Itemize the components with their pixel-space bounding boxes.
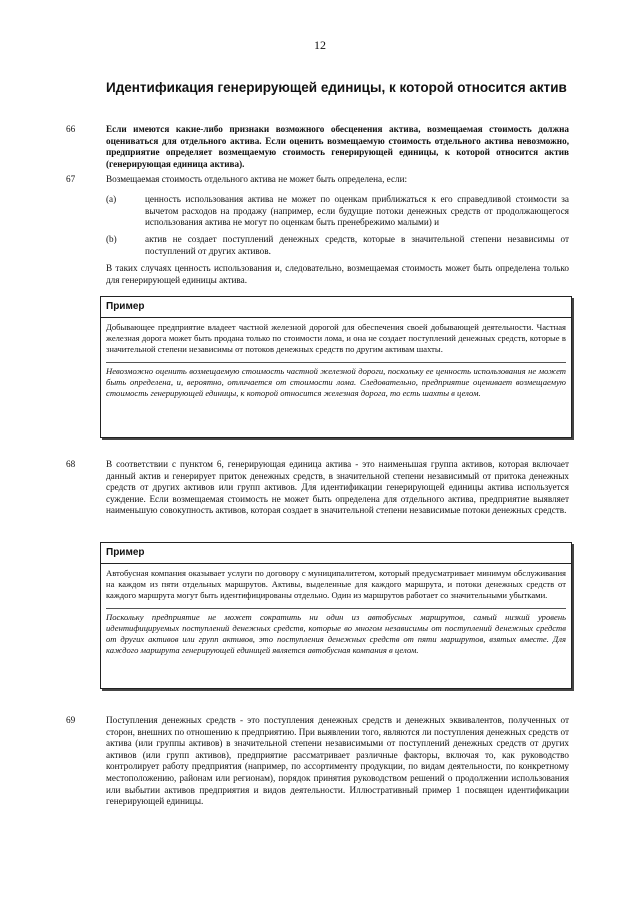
paragraph-66: Если имеются какие-либо признаки возможного обесценения актива, возмещаемая стоимость должна оцениваться для отдельного актива. Если оценить возмещаемую стоимость отдельного актива невозможно, предприятие определяет возмещаемую стоимость генерирующей единицы, к которой относится актив (генерирующая единица актива).: [106, 124, 569, 169]
list-item-a: ценность использования актива не может по оценкам приближаться к его справедливой стоимости за вычетом расходов на продажу (например, если будущие потоки денежных средств от продолжающегося использования актива не могут по оценкам быть пренебрежимо малыми) и: [145, 194, 569, 228]
example-box-railway: [100, 296, 572, 438]
paragraph-68: В соответствии с пунктом 6, генерирующая единица актива - это наименьшая группа активов, которая включает данный актив и генерирует приток денежных средств, в значительной степени независимый от притока денежных средств от других активов или групп активов. Для идентификации генерирующей единицы актива используется суждение. Если возмещаемая стоимость не может быть определена для отдельного актива, предприятие выявляет наименьшую совокупность активов, которая создает в значительной степени независимые потоки денежных средств.: [106, 459, 569, 516]
divider: [106, 608, 566, 609]
example-box-title: Пример: [101, 543, 571, 564]
example-conclusion: Поскольку предприятие не может сократить ни один из автобусных маршрутов, самый низкий уровень идентифицируемых поступлений денежных средств, которые во многом независимы от поступлений денежных средств от других активов или групп активов, это поступления денежных средств от пяти маршрутов, взятых вместе. Для каждого маршрута генерирующей единицей является автобусная компания в целом.: [106, 611, 566, 656]
paragraph-number-67: 67: [66, 174, 76, 184]
list-label-b: (b): [106, 234, 117, 244]
list-label-a: (a): [106, 194, 117, 204]
paragraph-69: Поступления денежных средств - это поступления денежных средств и денежных эквивалентов, полученных от сторон, внешних по отношению к предприятию. При выявлении того, являются ли поступления денежных средств от актива (или группы активов) в значительной степени независимыми от поступлений денежных средств от других активов (или групп активов), предприятие рассматривает различные факторы, включая то, как руководство контролирует работу предприятия (например, по ассортименту продукции, по видам деятельности, по конкретному местоположению, районам или регионам), порядок принятия руководством решений о продолжении использования или выбытии активов предприятия и видов деятельности. Иллюстративный пример 1 посвящен идентификации генерирующей единицы.: [106, 715, 569, 807]
paragraph-67-closing: В таких случаях ценность использования и, следовательно, возмещаемая стоимость может быть определена только для генерирующей единицы актива.: [106, 263, 569, 285]
example-text: Добывающее предприятие владеет частной железной дорогой для обеспечения своей добывающей деятельности. Частная железная дорога может быть продана только по стоимости лома, и она не создает поступлений денежных средств, которые в значительной степени независимы от потоков денежных средств по другим активам шахты.: [106, 322, 566, 355]
example-text: Автобусная компания оказывает услуги по договору с муниципалитетом, который предусматривает минимум обслуживания на каждом из пяти отдельных маршрутов. Активы, выделенные для каждого маршрута, и потоки денежных средств от каждого маршрута могут быть идентифицированы отдельно. Один из маршрутов работает со значительными убытками.: [106, 568, 566, 601]
paragraph-number-69: 69: [66, 715, 76, 725]
example-conclusion: Невозможно оценить возмещаемую стоимость частной железной дороги, поскольку ее ценность использования не может быть определена, и, вероятно, отличается от стоимости лома. Следовательно, предприятие оценивает возмещаемую стоимость генерирующей единицы, к которой относится железная дорога, то есть шахты в целом.: [106, 365, 566, 399]
paragraph-number-68: 68: [66, 459, 76, 469]
example-box-bus: [100, 542, 572, 689]
page-number: 12: [314, 38, 326, 52]
paragraph-67-intro: Возмещаемая стоимость отдельного актива не может быть определена, если:: [106, 174, 408, 184]
section-heading: Идентификация генерирующей единицы, к которой относится актив: [106, 80, 567, 95]
divider: [106, 362, 566, 363]
example-box-title: Пример: [101, 297, 571, 318]
paragraph-number-66: 66: [66, 124, 76, 134]
list-item-b: актив не создает поступлений денежных средств, которые в значительной степени независимы от поступлений от других активов.: [145, 234, 569, 256]
